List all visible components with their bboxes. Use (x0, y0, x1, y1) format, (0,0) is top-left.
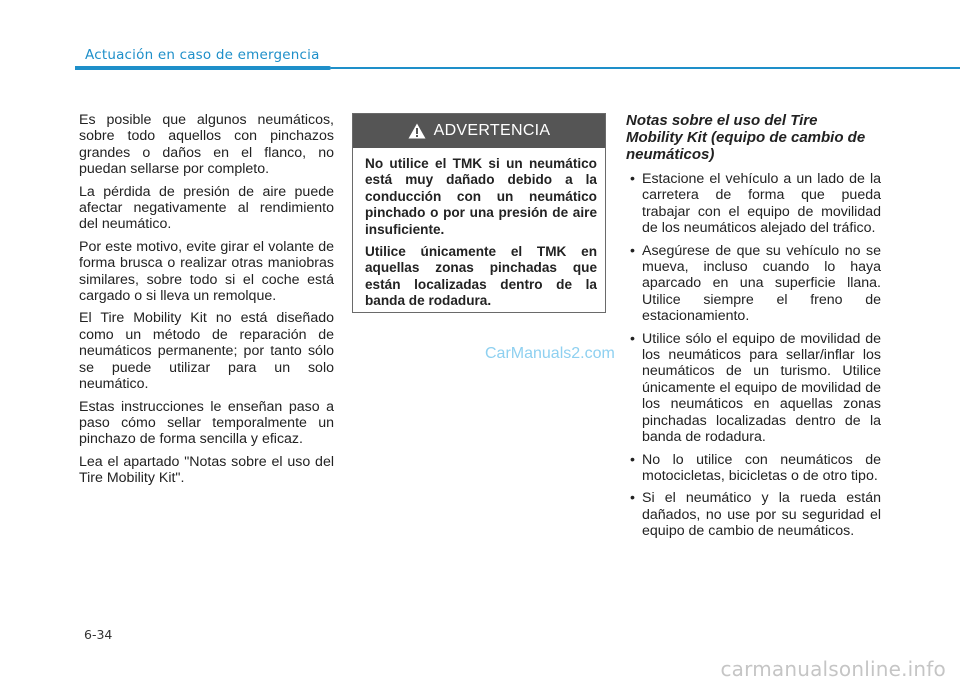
warning-title: ADVERTENCIA (433, 122, 551, 139)
watermark: CarManuals2.com (485, 345, 615, 362)
header-rule (75, 66, 960, 71)
notes-title: Notas sobre el uso del Tire Mobility Kit (equipo de cambio de neumáticos) (626, 112, 866, 163)
bullet-list (626, 171, 881, 540)
bullet-icon: • (630, 490, 635, 507)
warning-header (353, 114, 605, 148)
paragraph: Es posible que algunos neumáticos, sobre todo aquellos con pinchazos grandes o daños en el flanco, no puedan sellarse por completo. (79, 112, 334, 178)
list-item: • No lo utilice con neumáticos de motocicletas, bicicletas o de otro tipo. (630, 451, 881, 484)
paragraph: Lea el apartado "Notas sobre el uso del Tire Mobility Kit". (79, 453, 334, 487)
section-title: Actuación en caso de emergencia (85, 47, 320, 63)
bullet-icon: • (630, 171, 635, 187)
bullet-icon: • (630, 451, 635, 468)
warning-box (352, 113, 606, 313)
bullet-icon: • (630, 242, 635, 259)
warning-triangle-icon (408, 123, 426, 139)
warning-body (353, 148, 605, 310)
list-item: • Si el neumático y la rueda están dañados, no use por su seguridad el equipo de cambio de neumáticos. (630, 490, 881, 540)
paragraph: Estas instrucciones le enseñan paso a paso cómo sellar temporalmente un pinchazo de forma sencilla y eficaz. (79, 398, 334, 448)
bullet-icon: • (630, 330, 635, 347)
list-item: • Utilice sólo el equipo de movilidad de los neumáticos para sellar/inflar los neumáticos de un turismo. Utilice únicamente el equipo de movilidad de los neumáticos en aquellas zonas pinchadas localizadas dentro de la banda de rodadura. (630, 330, 881, 446)
paragraph: Por este motivo, evite girar el volante de forma brusca o realizar otras maniobras similares, sobre todo si el coche está cargado o si lleva un remolque. (79, 238, 334, 305)
footer-site-link[interactable]: carmanualsonline.info (720, 657, 946, 681)
page-number: 6-34 (84, 627, 113, 642)
left-column (79, 112, 334, 493)
list-item: • Estacione el vehículo a un lado de la carretera de forma que pueda trabajar con el equipo de movilidad de los neumáticos alejado del tráfico. (630, 171, 881, 237)
paragraph: El Tire Mobility Kit no está diseñado como un método de reparación de neumáticos permanente; por tanto sólo se puede utilizar para un solo neumático. (79, 310, 334, 393)
paragraph: La pérdida de presión de aire puede afectar negativamente al rendimiento del neumático. (79, 183, 334, 233)
right-column (626, 112, 881, 546)
warning-paragraph: Utilice únicamente el TMK en aquellas zonas pinchadas que están localizadas dentro de la banda de rodadura. (365, 244, 597, 309)
warning-paragraph: No utilice el TMK si un neumático está muy dañado debido a la conducción con un neumático pinchado o por una presión de aire insuficiente. (365, 156, 597, 237)
list-item: • Asegúrese de que su vehículo no se mueva, incluso cuando lo haya aparcado en una superficie llana. Utilice siempre el freno de estacionamiento. (630, 242, 881, 325)
